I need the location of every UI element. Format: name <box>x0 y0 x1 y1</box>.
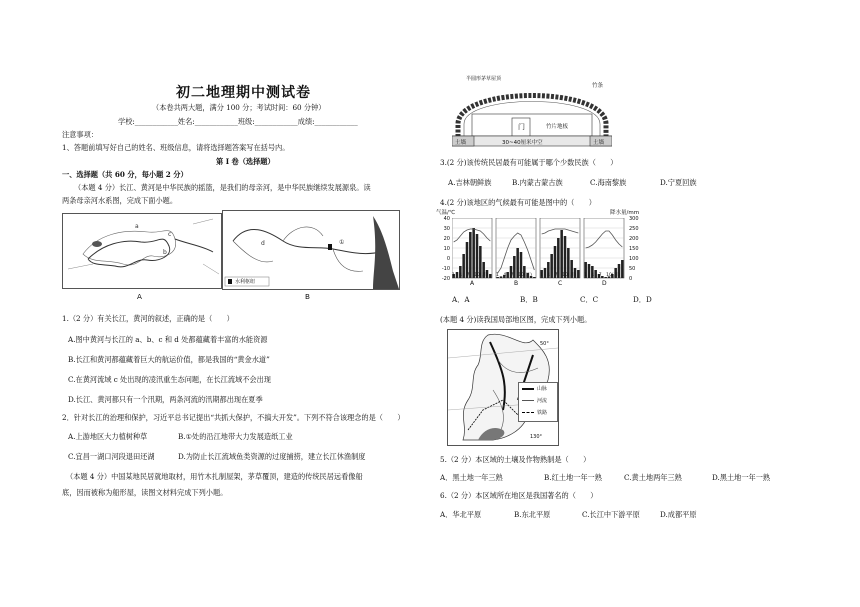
map-b-legend: 水利枢纽 <box>235 279 256 285</box>
temp-line <box>498 233 535 273</box>
climate-panel-A <box>452 218 492 278</box>
yangtze-river-map <box>222 210 400 290</box>
notice-heading: 注意事项： <box>62 130 98 139</box>
temp-tick: 30 <box>443 226 450 232</box>
precip-axis-label: 降水量/mm <box>610 210 640 216</box>
temp-line <box>454 229 491 242</box>
precip-tick: 150 <box>629 246 639 252</box>
climate-label-D: D <box>602 280 607 287</box>
notice-item-1: 1、答题前填写好自己的姓名、班级信息，请将选择题答案写在括号内。 <box>62 143 290 152</box>
precip-bar <box>560 230 563 278</box>
climate-label-A: A <box>470 280 475 287</box>
climate-panel-C <box>540 218 580 278</box>
northeast-china-map <box>447 329 559 446</box>
q1-option-a: A.图中黄河与长江的 a、b、c 和 d 处都蕴藏着丰富的水能资源 <box>68 335 268 344</box>
svg-text:①: ① <box>339 239 345 246</box>
q1-stem: 1.（2 分）有关长江，黄河的叙述，正确的是（ ） <box>62 314 234 323</box>
temp-line <box>542 229 579 234</box>
q4-option-c: C．C <box>580 295 599 304</box>
q5-stem: 5.（2 分）本区域的土壤及作物熟制是（ ） <box>440 455 591 464</box>
month-tick-label: 1 4 7 10(月) <box>584 273 620 278</box>
map-b-label: B <box>305 292 310 301</box>
lon-130: 130° <box>530 434 543 440</box>
q3-option-b: B.内蒙古蒙古族 <box>512 178 563 187</box>
roof-label: 半圆形茅草屋顶 <box>466 76 502 82</box>
passage-1-line1: （本题 4 分）长江、黄河是中华民族的摇篮，是我们的母亲河，是中华民族继续发展源泉。读 <box>74 183 371 192</box>
climate-panel-B <box>496 218 536 278</box>
panel-labels <box>452 280 628 288</box>
precip-tick: 0 <box>629 276 633 282</box>
passage-2-line2: 底，因而被称为船形屋，读图文材料完成下列小题。 <box>62 488 228 497</box>
q6-option-d: D.成都平原 <box>660 510 697 519</box>
temp-tick: -10 <box>441 266 450 272</box>
q2-stem: 2．针对长江的治理和保护，习近平总书记提出“共抓大保护，不搞大开发”。下列不符合该理念的是（ ） <box>62 413 405 422</box>
precip-tick: 100 <box>629 256 639 262</box>
q1-option-d: D.长江、黄河都只有一个汛期，两条河流的汛期都出现在夏季 <box>68 395 263 404</box>
temp-line <box>586 231 623 248</box>
air-gap-label: 30~40厘米中空 <box>502 140 543 146</box>
legend-rail: 铁路 <box>537 410 548 416</box>
q6-option-a: A．华北平原 <box>440 510 482 519</box>
month-ticks <box>452 272 628 280</box>
precip-ticks <box>629 217 643 287</box>
q4-stem: 4.(2 分)该地区的气候最有可能是图中的（ ） <box>440 198 596 207</box>
temp-tick: 10 <box>443 246 450 252</box>
q2-option-b: B.①处的沿江地带大力发展造纸工业 <box>178 432 293 441</box>
map-a-label: A <box>137 292 142 301</box>
q6-option-c: C.长江中下游平原 <box>582 510 640 519</box>
q5-option-a: A．黑土地一年三熟 <box>440 473 503 482</box>
passage-1-line2: 两条母亲河水系图，完成下面小题。 <box>62 196 178 205</box>
yellow-river-map <box>62 213 222 289</box>
exam-title: 初二地理期中测试卷 <box>176 85 311 101</box>
temp-tick: -20 <box>441 276 450 282</box>
svg-text:a: a <box>135 223 139 230</box>
precip-tick: 250 <box>629 226 639 232</box>
floor-label: 竹片地板 <box>546 124 569 130</box>
q3-stem: 3.(2 分)该传统民居最有可能属于哪个少数民族（ ） <box>440 158 618 167</box>
section-heading: 一、选择题（共 60 分，每小题 2 分） <box>62 170 188 179</box>
svg-text:b: b <box>163 249 167 256</box>
q3-option-c: C.海南黎族 <box>590 178 627 187</box>
lat-50: 50° <box>540 341 549 347</box>
precip-tick: 300 <box>629 216 639 222</box>
precip-tick: 50 <box>629 266 636 272</box>
temp-ticks <box>436 217 450 287</box>
q5-option-c: C.黄土地两年三熟 <box>624 473 682 482</box>
temp-axis-label: 气温/℃ <box>436 210 456 216</box>
svg-text:c: c <box>168 231 172 238</box>
q2-option-d: D.为防止长江流域鱼类资源的过度捕捞，建立长江休渔制度 <box>178 452 366 461</box>
bamboo-label: 竹条 <box>592 83 604 89</box>
map-legend <box>518 382 558 422</box>
passage-2-line1: （本题 4 分）中国某地民居就地取材，用竹木扎制屋架，茅草覆顶，建造的传统民居远看像船 <box>66 472 363 481</box>
wall-label-right: 土墙 <box>593 140 605 146</box>
q3-option-d: D.宁夏回族 <box>660 178 697 187</box>
climate-label-C: C <box>558 280 563 287</box>
exam-subtitle: （本卷共两大题，满分 100 分；考试时间：60 分钟） <box>152 103 326 112</box>
climate-charts <box>436 208 646 288</box>
q4-option-a: A．A <box>452 295 470 304</box>
precip-tick: 200 <box>629 236 639 242</box>
climate-label-B: B <box>514 280 519 287</box>
q4-option-d: D．D <box>633 295 652 304</box>
q2-option-c: C.宜昌一湖口河段退田还湖 <box>68 452 155 461</box>
q6-option-b: B.东北平原 <box>514 510 551 519</box>
legend-river: 河流 <box>537 398 548 404</box>
legend-mountain: 山脉 <box>537 386 548 392</box>
part1-heading: 第 I 卷（选择题） <box>216 157 275 166</box>
climate-panel-D <box>584 218 624 278</box>
boat-house-diagram <box>452 76 612 152</box>
temp-tick: 20 <box>443 236 450 242</box>
temp-tick: 0 <box>446 256 450 262</box>
door-label: 门 <box>518 123 525 131</box>
q4-option-b: B．B <box>520 295 538 304</box>
svg-text:d: d <box>261 240 265 247</box>
q6-stem: 6.（2 分）本区域所在地区是我国著名的（ ） <box>440 491 598 500</box>
q1-option-b: B.长江和黄河都蕴藏着巨大的航运价值，都是我国的“黄金水道” <box>68 355 270 364</box>
month-tick-label: 1 4 7 10(月) <box>452 273 488 278</box>
month-tick-label: 1 4 7 10(月) <box>496 273 532 278</box>
wall-label-left: 土墙 <box>455 140 467 146</box>
q5-option-d: D.黑土地一年一熟 <box>712 473 771 482</box>
q5-6-intro: (本题 4 分)读我国局部地区图，完成下列小题。 <box>440 315 592 324</box>
q3-option-a: A.吉林朝鲜族 <box>448 178 492 187</box>
q2-option-a: A.上游地区大力植树种草 <box>68 432 148 441</box>
q1-option-c: C.在黄河流域 c 处出现的凌汛重生态问题，在长江流域不会出现 <box>68 375 272 384</box>
q5-option-b: B.红土地一年一熟 <box>544 473 602 482</box>
temp-tick: 40 <box>443 216 450 222</box>
month-tick-label: 1 4 7 10(月) <box>540 273 576 278</box>
student-info-fields: 学校:____________姓名:____________班级:____________成绩:____________ <box>118 117 358 126</box>
precip-bar <box>472 228 475 278</box>
